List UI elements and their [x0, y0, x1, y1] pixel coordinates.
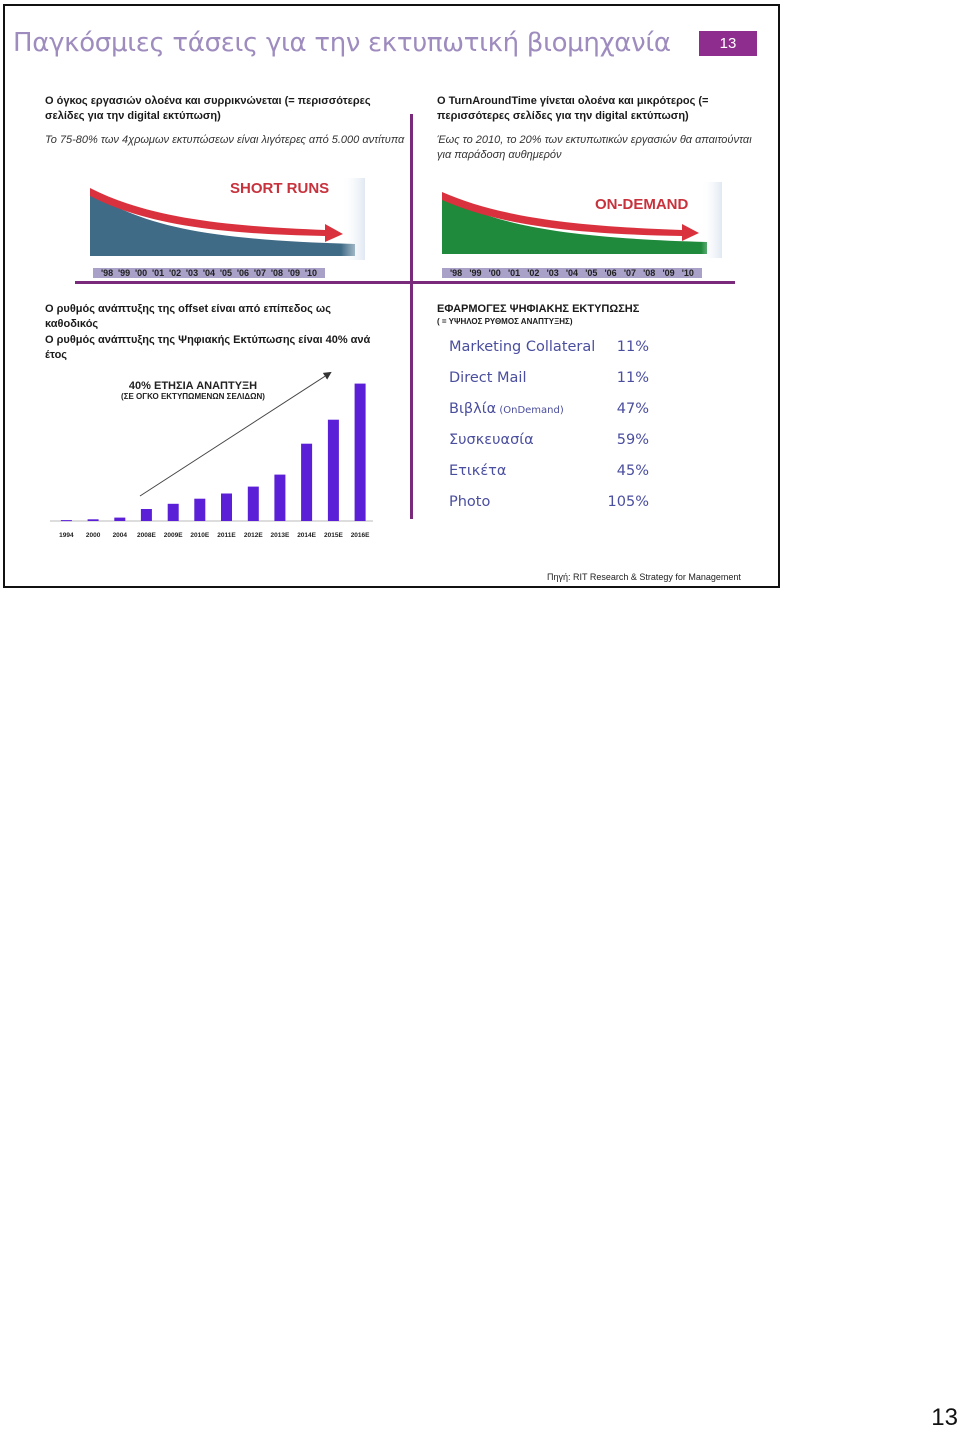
q3-heading-2: Ο ρυθμός ανάπτυξης της Ψηφιακής Εκτύπωσης είναι 40% ανά έτος: [45, 334, 371, 361]
q2-heading: Ο TurnAroundTime γίνεται ολοένα και μικρότερος (= περισσότερες σελίδες για την digital εκτύπωση): [437, 95, 709, 122]
tick-label-2000: 2000: [85, 532, 101, 539]
q3-heading-1: Ο ρυθμός ανάπτυξης της offset είναι από επίπεδος ως καθοδικός: [45, 303, 331, 330]
tick-label-2016E: 2016E: [350, 532, 370, 539]
tick-label-2012E: 2012E: [243, 532, 263, 539]
year-label: '01: [507, 268, 521, 278]
tick-label-2015E: 2015E: [324, 532, 343, 539]
application-growth-pct: 11%: [616, 339, 649, 355]
slide-title: Παγκόσμιες τάσεις για την εκτυπωτική βιομηχανία: [13, 28, 671, 58]
year-label: '00: [134, 268, 148, 278]
on-demand-label: ON-DEMAND: [595, 196, 689, 213]
bar-2009E: [168, 504, 179, 521]
year-label: '99: [117, 268, 131, 278]
q4-text: [437, 302, 767, 327]
year-label: '04: [565, 268, 579, 278]
application-growth-pct: 59%: [616, 432, 649, 448]
year-label: '05: [219, 268, 233, 278]
application-growth-pct: 105%: [607, 494, 649, 510]
growth-label-sub: (ΣΕ ΟΓΚΟ ΕΚΤΥΠΩΜΕΝΩΝ ΣΕΛΙΔΩΝ): [121, 392, 265, 401]
year-label: '06: [236, 268, 250, 278]
q4-heading: ΕΦΑΡΜΟΓΕΣ ΨΗΦΙΑΚΗΣ ΕΚΤΥΠΩΣΗΣ: [437, 303, 640, 315]
q1-note: Το 75-80% των 4χρωμων εκτυπώσεων είναι λιγότερες από 5.000 αντίτυπα: [45, 134, 405, 146]
tick-label-2004: 2004: [112, 532, 128, 539]
bar-1994: [61, 520, 72, 521]
year-label: '03: [185, 268, 199, 278]
year-label: '02: [168, 268, 182, 278]
year-label: '10: [681, 268, 694, 278]
year-label: '99: [469, 268, 482, 278]
bar-2013E: [274, 475, 285, 521]
q1-year-axis: [93, 268, 325, 278]
year-label: '00: [488, 268, 501, 278]
application-name: Marketing Collateral: [449, 339, 596, 355]
bar-2016E: [355, 384, 366, 521]
horizontal-divider: [75, 281, 735, 284]
year-label: '01: [151, 268, 165, 278]
tick-label-2008E: 2008E: [137, 532, 156, 539]
q2-text: [437, 94, 767, 163]
bar-2015E: [328, 420, 339, 521]
source-citation: Πηγή: RIT Research & Strategy for Management: [547, 572, 741, 582]
year-label: '98: [101, 268, 114, 278]
bar-2014E: [301, 444, 312, 521]
slide-number-badge: 13: [699, 31, 757, 56]
application-name: Photo: [449, 494, 491, 510]
bar-2012E: [248, 487, 259, 521]
q4-subheading: ( = ΥΨΗΛΟΣ ΡΥΘΜΟΣ ΑΝΑΠΤΥΞΗΣ): [437, 317, 573, 326]
year-label: '03: [546, 268, 559, 278]
application-growth-pct: 47%: [616, 401, 649, 417]
year-label: '07: [253, 268, 267, 278]
application-name: Direct Mail: [449, 370, 527, 386]
bar-2011E: [221, 494, 232, 522]
year-label: '07: [623, 268, 636, 278]
year-label: '09: [662, 268, 675, 278]
year-label: '08: [270, 268, 283, 278]
bar-2004: [114, 518, 125, 521]
vertical-divider: [410, 114, 413, 519]
slide: [3, 4, 780, 588]
application-growth-pct: 45%: [616, 463, 649, 479]
on-demand-curve: [437, 182, 722, 258]
year-label: '09: [287, 268, 300, 278]
q1-heading: Ο όγκος εργασιών ολοένα και συρρικνώνεται (= περισσότερες σελίδες για την digital εκτύπωση): [45, 95, 371, 122]
q2-note: Έως το 2010, το 20% των εκτυπωτικών εργασιών θα απαιτούνται για παράδοση αυθημερόν: [437, 134, 752, 161]
year-label: '06: [604, 268, 617, 278]
application-note: (OnDemand): [496, 405, 564, 416]
bar-2008E: [141, 509, 152, 521]
application-name: Βιβλία (OnDemand): [449, 401, 564, 417]
bar-2010E: [194, 499, 205, 521]
application-name: Ετικέτα: [449, 463, 507, 479]
tick-label-2009E: 2009E: [163, 532, 183, 539]
application-name: Συσκευασία: [449, 432, 534, 448]
q3-text: [45, 302, 375, 363]
growth-label-main: 40% ΕΤΗΣΙΑ ΑΝΑΠΤΥΞΗ: [128, 380, 258, 392]
year-label: '98: [450, 268, 463, 278]
tick-label-1994: 1994: [59, 532, 74, 539]
tick-label-2013E: 2013E: [270, 532, 290, 539]
short-runs-label: SHORT RUNS: [230, 180, 330, 197]
bar-2000: [88, 519, 99, 521]
year-label: '04: [202, 268, 216, 278]
tick-label-2010E: 2010E: [190, 532, 210, 539]
q2-year-axis: [442, 268, 702, 278]
tick-label-2011E: 2011E: [217, 532, 236, 539]
digital-growth-bar-chart: [45, 361, 375, 541]
year-label: '10: [304, 268, 317, 278]
year-label: '08: [643, 268, 656, 278]
page-number: 13: [931, 1404, 958, 1431]
year-label: '02: [527, 268, 540, 278]
year-label: '05: [585, 268, 598, 278]
application-growth-pct: 11%: [616, 370, 649, 386]
q1-text: [45, 94, 405, 148]
tick-label-2014E: 2014E: [297, 532, 316, 539]
